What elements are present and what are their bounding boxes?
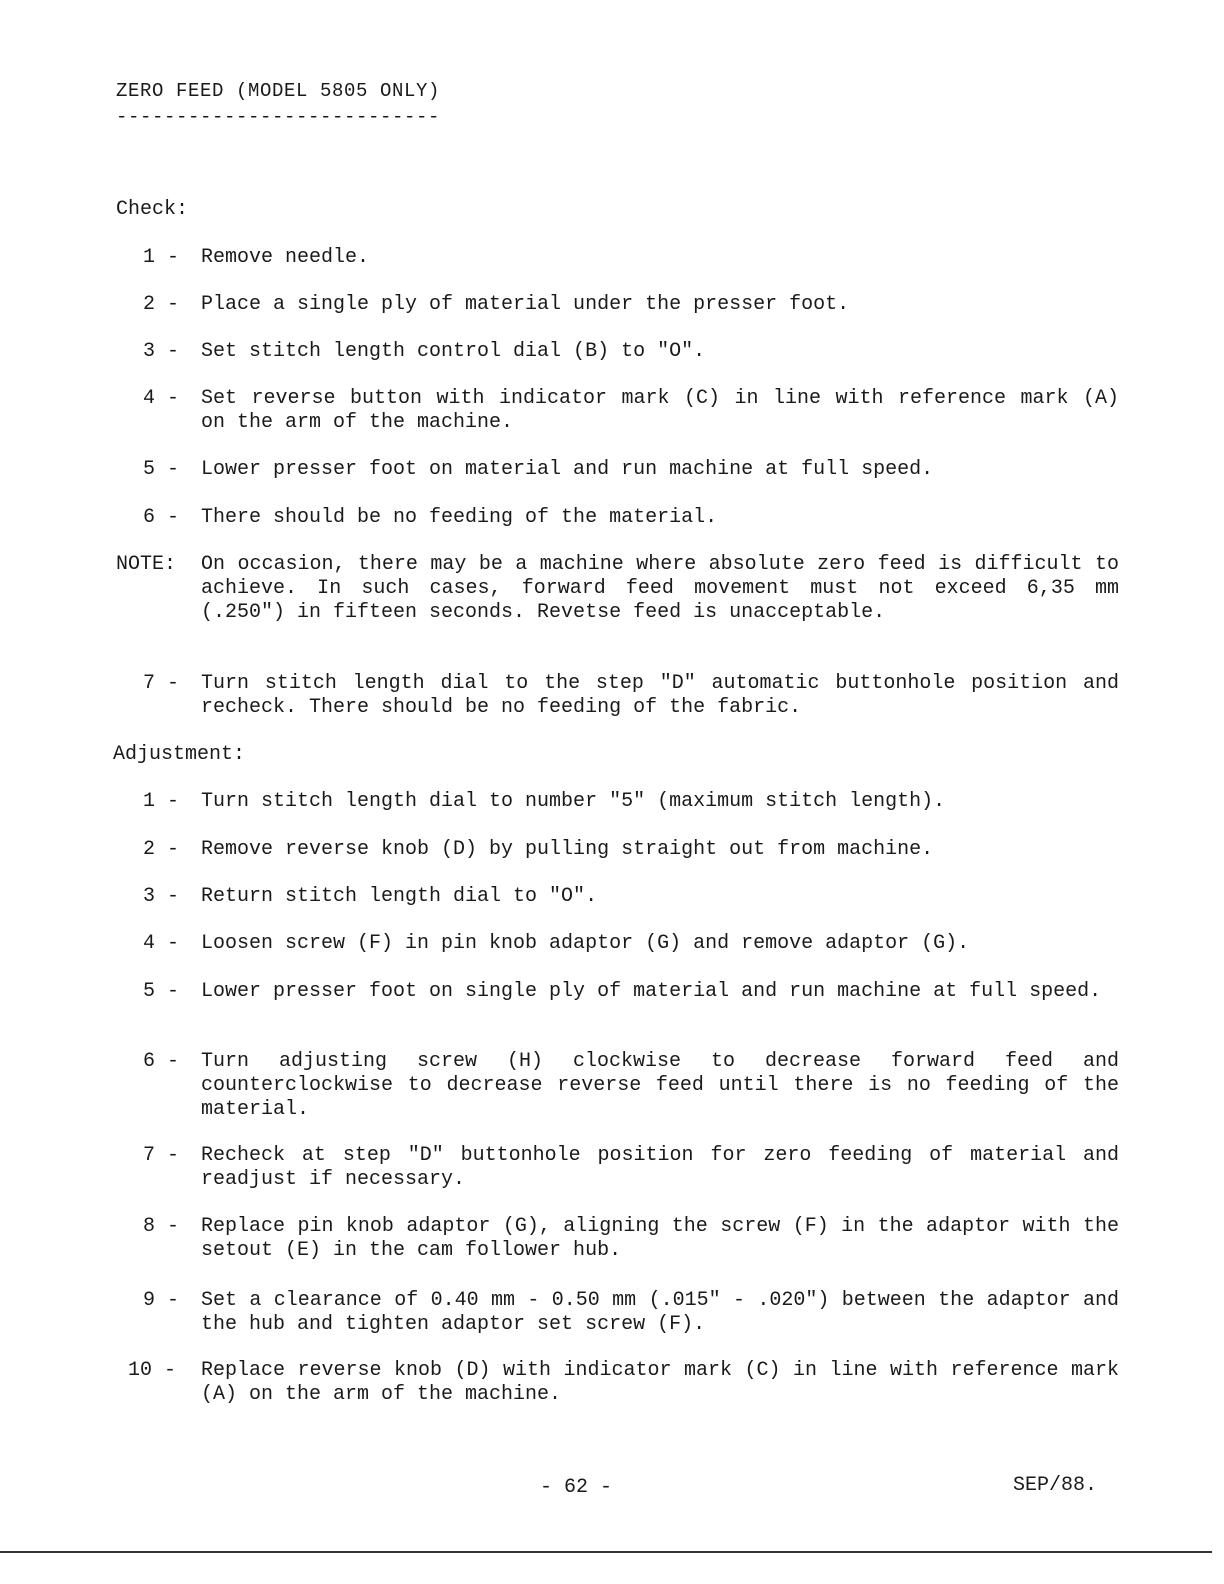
item-number: 4 - [143, 932, 180, 955]
item-number: 5 - [143, 458, 180, 481]
item-number: 3 - [143, 340, 180, 363]
adjustment-heading: Adjustment: [113, 743, 246, 766]
item-text: Set reverse button with indicator mark (C) in line with reference mark (A) on the arm of the machine. [201, 387, 1119, 434]
item-text: Remove reverse knob (D) by pulling straight out from machine. [201, 838, 934, 861]
item-number: 6 - [143, 1050, 180, 1073]
item-number: 2 - [143, 293, 180, 316]
item-text: Replace pin knob adaptor (G), aligning the screw (F) in the adaptor with the setout (E) in the cam follower hub. [201, 1215, 1119, 1262]
page-number: - 62 - [540, 1476, 613, 1499]
item-number: 1 - [143, 790, 180, 813]
item-number: 8 - [143, 1215, 180, 1238]
item-number: 7 - [143, 672, 180, 695]
item-number: 9 - [143, 1289, 180, 1312]
item-number: 4 - [143, 387, 180, 410]
item-text: Place a single ply of material under the presser foot. [201, 293, 850, 316]
item-number: 2 - [143, 838, 180, 861]
item-number: 3 - [143, 885, 180, 908]
item-number: 10 - [128, 1359, 177, 1382]
item-text: Set a clearance of 0.40 mm - 0.50 mm (.015" - .020") between the adaptor and the hub and tighten adaptor set screw (F). [201, 1289, 1119, 1336]
item-text: Lower presser foot on material and run machine at full speed. [201, 458, 934, 481]
item-text: Recheck at step "D" buttonhole position for zero feeding of material and readjust if necessary. [201, 1144, 1119, 1191]
item-number: 6 - [143, 506, 180, 529]
bottom-rule [0, 1551, 1212, 1553]
item-text: Loosen screw (F) in pin knob adaptor (G) and remove adaptor (G). [201, 932, 970, 955]
item-text: Set stitch length control dial (B) to "O". [201, 340, 706, 363]
item-number: 7 - [143, 1144, 180, 1167]
item-number: 1 - [143, 246, 180, 269]
item-text: Replace reverse knob (D) with indicator mark (C) in line with reference mark (A) on the arm of the machine. [201, 1359, 1119, 1406]
note-text: On occasion, there may be a machine where absolute zero feed is difficult to achieve. In such cases, forward feed movement must not exceed 6,35 mm (.250") in fifteen seconds. Revetse feed is unacceptable. [201, 553, 1119, 624]
title-underline: --------------------------- [116, 106, 441, 128]
item-text: Turn adjusting screw (H) clockwise to decrease forward feed and counterclockwise to decrease reverse feed until there is no feeding of the material. [201, 1050, 1119, 1121]
item-text: Lower presser foot on single ply of material and run machine at full speed. [201, 980, 1102, 1003]
item-text: There should be no feeding of the material. [201, 506, 718, 529]
check-heading: Check: [116, 198, 189, 221]
page-title: ZERO FEED (MODEL 5805 ONLY) [116, 80, 441, 102]
item-text: Remove needle. [201, 246, 370, 269]
item-text: Turn stitch length dial to number "5" (maximum stitch length). [201, 790, 946, 813]
item-text: Turn stitch length dial to the step "D" automatic buttonhole position and recheck. There should be no feeding of the fabric. [201, 672, 1119, 719]
note-label: NOTE: [116, 553, 177, 576]
item-number: 5 - [143, 980, 180, 1003]
revision-date: SEP/88. [1013, 1474, 1098, 1497]
item-text: Return stitch length dial to "O". [201, 885, 598, 908]
